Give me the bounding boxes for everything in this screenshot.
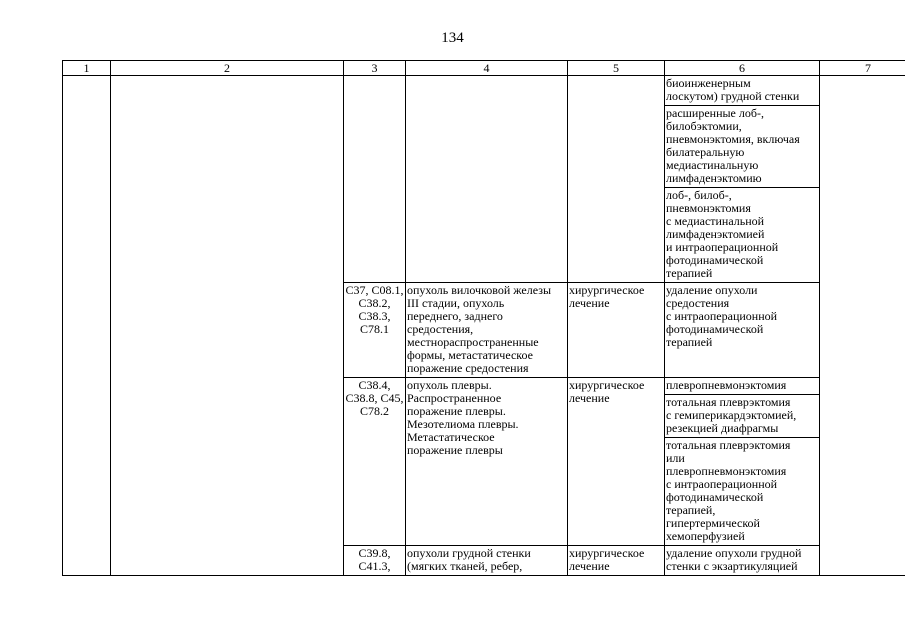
column-number: 3 — [344, 61, 406, 76]
method-cell: биоинженерным лоскутом) грудной стенки — [665, 76, 820, 106]
page-number: 134 — [441, 30, 464, 46]
method-cell: плевропневмонэктомия — [665, 378, 820, 395]
diagnosis-cell: опухоли грудной стенки (мягких тканей, ребер, — [406, 546, 568, 576]
method-cell: тотальная плеврэктомия или плевропневмонэктомия с интраоперационной фотодинамической терапией, гипертермической хемоперфузией — [665, 438, 820, 546]
codes-cell — [344, 76, 406, 283]
col2-cell — [111, 76, 344, 576]
table-row — [63, 76, 905, 106]
diagnosis-cell — [406, 76, 568, 283]
method-cell: лоб-, билоб-, пневмонэктомия с медиастинальной лимфаденэктомией и интраоперационной фотодинамической терапией — [665, 188, 820, 283]
column-number: 4 — [406, 61, 568, 76]
treatment-cell: хирургическое лечение — [568, 283, 665, 378]
method-cell: тотальная плеврэктомия с гемиперикардэктомией, резекцией диафрагмы — [665, 395, 820, 438]
diagnosis-cell: опухоль вилочковой железы III стадии, опухоль переднего, заднего средостения, местнораспространенные формы, метастатическое поражение средостения — [406, 283, 568, 378]
codes-cell: C39.8, C41.3, — [344, 546, 406, 576]
codes-cell: C37, C08.1, C38.2, C38.3, C78.1 — [344, 283, 406, 378]
codes-cell: C38.4, C38.8, C45, C78.2 — [344, 378, 406, 546]
method-cell: удаление опухоли средостения с интраоперационной фотодинамической терапией — [665, 283, 820, 378]
diagnosis-cell: опухоль плевры. Распространенное поражение плевры. Мезотелиома плевры. Метастатическое поражение плевры — [406, 378, 568, 546]
method-cell: удаление опухоли грудной стенки с экзартикуляцией — [665, 546, 820, 576]
column-number-row — [63, 61, 905, 76]
column-number: 7 — [820, 61, 905, 76]
col1-cell — [63, 76, 111, 576]
treatment-cell: хирургическое лечение — [568, 378, 665, 546]
treatment-cell: хирургическое лечение — [568, 546, 665, 576]
column-number: 2 — [111, 61, 344, 76]
column-number: 6 — [665, 61, 820, 76]
method-cell: расширенные лоб-, билобэктомии, пневмонэктомия, включая билатеральную медиастинальную лимфаденэктомию — [665, 106, 820, 188]
treatment-cell — [568, 76, 665, 283]
treatment-table — [62, 60, 905, 576]
column-number: 5 — [568, 61, 665, 76]
column-number: 1 — [63, 61, 111, 76]
col7-cell — [820, 76, 905, 576]
